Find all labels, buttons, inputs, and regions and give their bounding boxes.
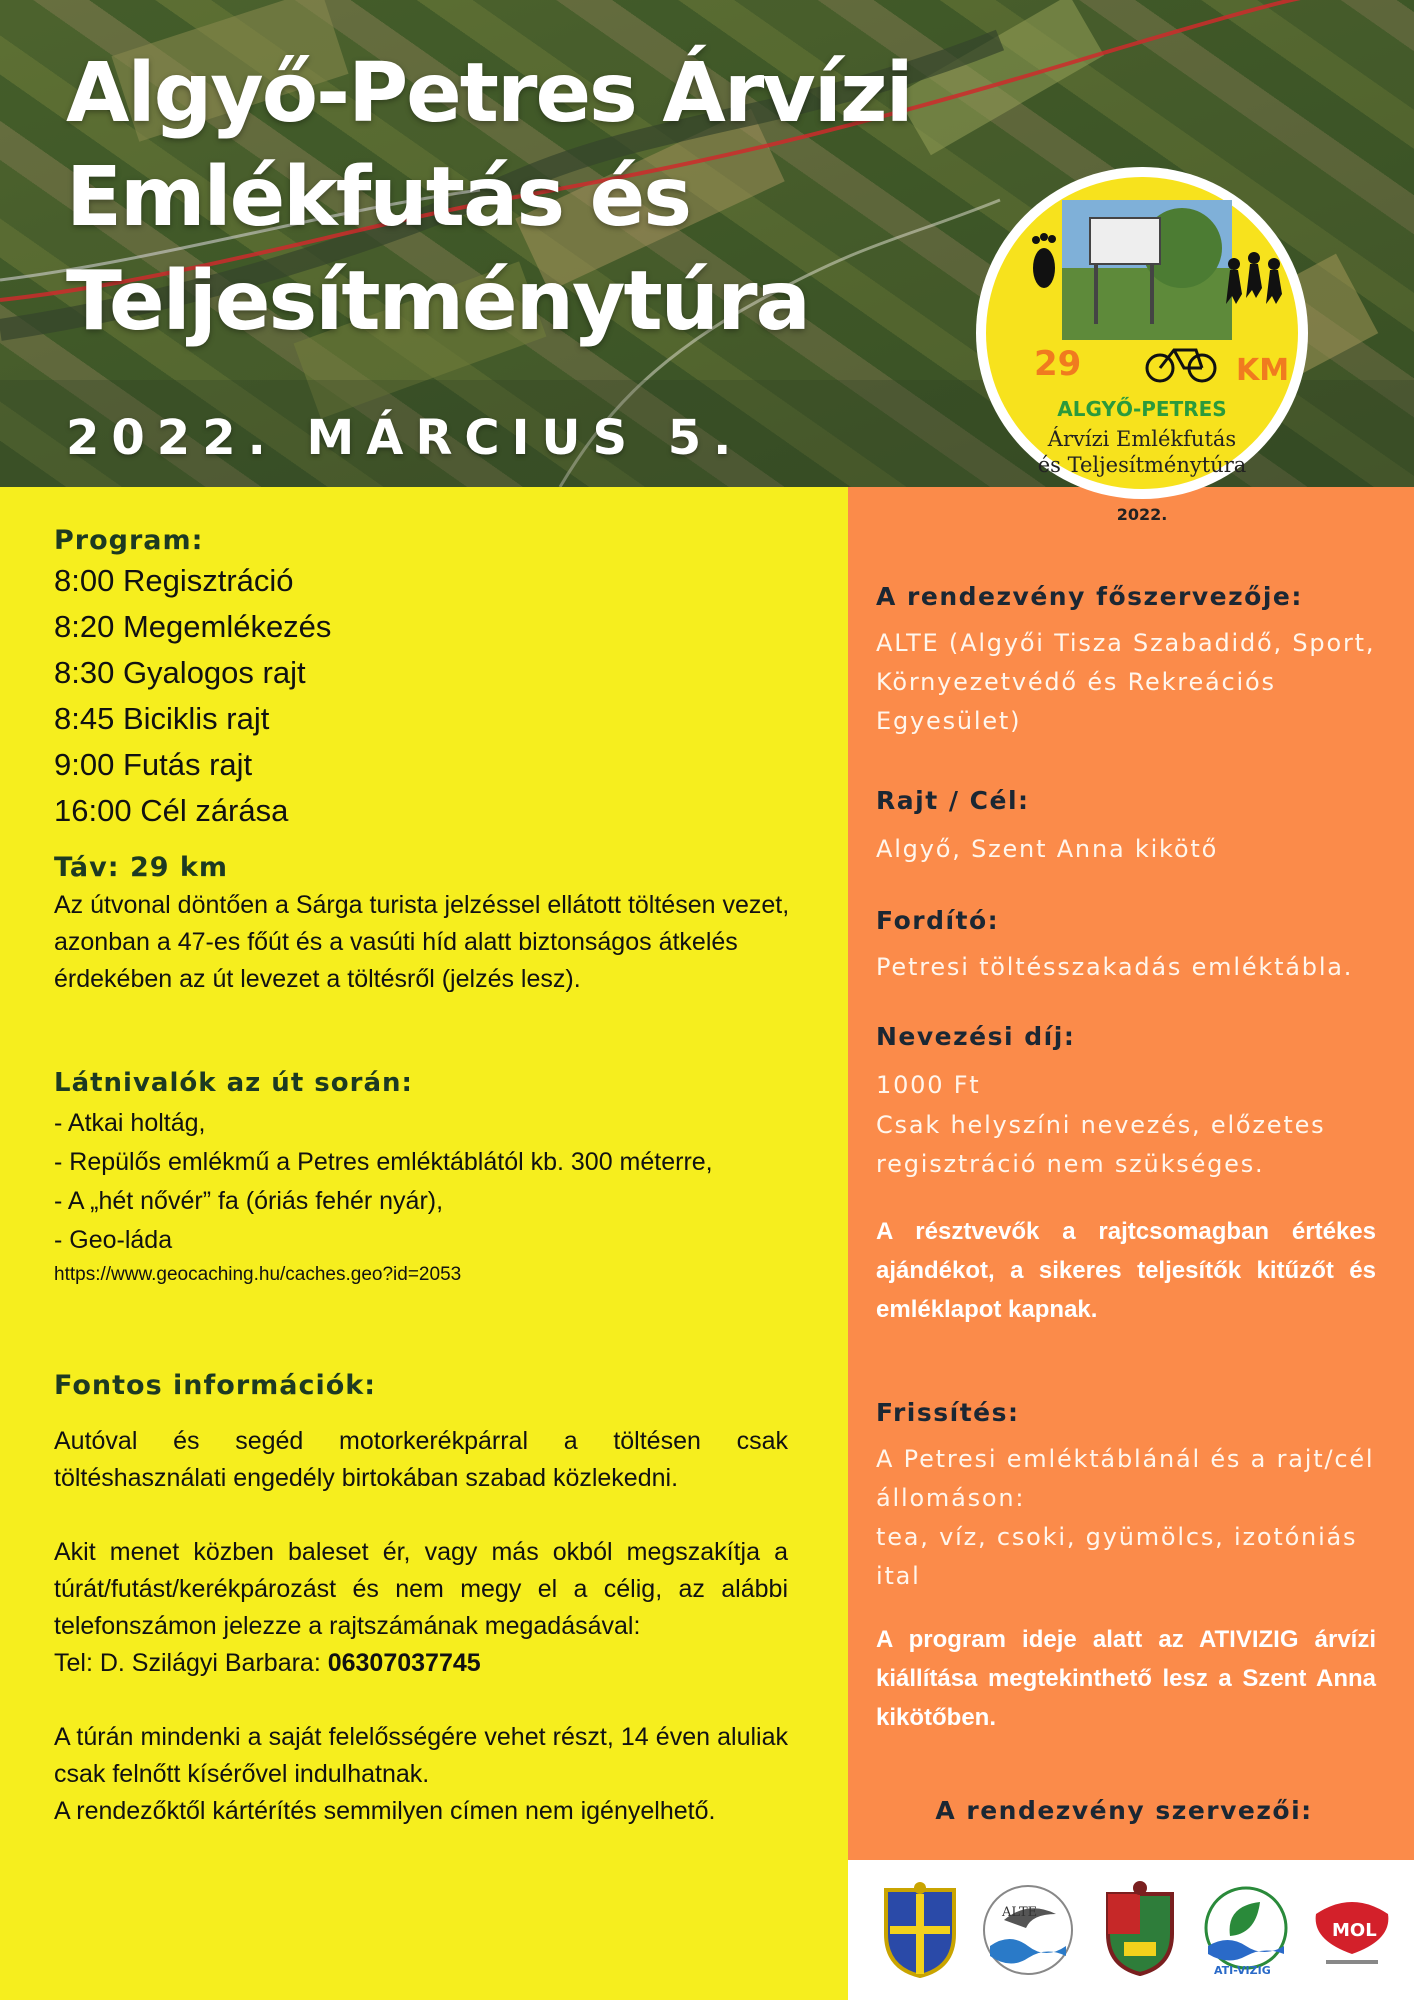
program-list <box>54 558 796 834</box>
turnaround-heading: Fordító: <box>876 906 1000 935</box>
refreshment-heading: Frissítés: <box>876 1398 1020 1427</box>
geocache-link[interactable]: https://www.geocaching.hu/caches.geo?id=2053 <box>54 1264 462 1285</box>
organizers-heading: A rendezvény szervezői: <box>935 1796 1313 1825</box>
fee-heading: Nevezési díj: <box>876 1022 1076 1051</box>
program-heading: Program: <box>54 525 204 556</box>
start-finish-heading: Rajt / Cél: <box>876 786 1030 815</box>
alte-logo-text: ALTE <box>1002 1905 1038 1920</box>
petres-coat-of-arms-logo <box>1100 1880 1180 1980</box>
title-line-3: Teljesítménytúra <box>66 254 809 349</box>
event-badge <box>972 118 1312 558</box>
organizer-text: ALTE (Algyői Tisza Szabadidő, Sport, Környezetvédő és Rekreációs Egyesület) <box>876 629 1376 735</box>
sights-item: - A „hét nővér” fa (óriás fehér nyár), <box>54 1187 444 1215</box>
program-item: 9:00 Futás rajt <box>54 747 253 782</box>
info-paragraph-4: A rendezőktől kártérítés semmilyen címen nem igényelhető. <box>54 1797 716 1825</box>
ati-vizig-logo-text: ATI-VIZIG <box>1214 1964 1271 1977</box>
left-info-column <box>54 525 796 1830</box>
sights-heading: Látnivalók az út során: <box>54 1068 413 1098</box>
refreshment-location: A Petresi emléktáblánál és a rajt/cél állomáson: <box>876 1445 1375 1512</box>
info-paragraph-3: A túrán mindenki a saját felelősségére vehet részt, 14 éven aluliak csak felnőtt kísérővel indulhatnak. <box>54 1723 788 1788</box>
turnaround-text: Petresi töltésszakadás emléktábla. <box>876 953 1354 981</box>
start-finish-text: Algyő, Szent Anna kikötő <box>876 835 1219 863</box>
mol-logo <box>1306 1880 1398 1980</box>
program-item: 8:20 Megemlékezés <box>54 609 332 644</box>
badge-distance-number: 29 <box>1034 344 1082 384</box>
event-title <box>66 42 912 354</box>
distance-heading: Táv: 29 km <box>54 852 229 883</box>
program-item: 16:00 Cél zárása <box>54 793 289 828</box>
program-item: 8:30 Gyalogos rajt <box>54 655 306 690</box>
gift-text: A résztvevők a rajtcsomagban értékes ajándékot, a sikeres teljesítők kitűzőt és emléklapot kapnak. <box>876 1218 1376 1323</box>
badge-distance-unit: KM <box>1236 353 1290 388</box>
fee-note: Csak helyszíni nevezés, előzetes regisztráció nem szükséges. <box>876 1111 1326 1178</box>
sights-item: - Geo-láda <box>54 1226 173 1254</box>
info-paragraph-1: Autóval és segéd motorkerékpárral a töltésen csak töltéshasználati engedély birtokában szabad közlekedni. <box>54 1427 788 1492</box>
algyo-coat-of-arms-logo <box>876 1880 964 1980</box>
program-item: 8:45 Biciklis rajt <box>54 701 270 736</box>
contact-line <box>54 1645 796 1682</box>
sights-list <box>54 1104 796 1260</box>
info-paragraph-2: Akit menet közben baleset ér, vagy más okból megszakítja a túrát/futást/kerékpározást és nem megy el a célig, az alábbi telefonszámon jelezze a rajtszámának megadásával: <box>54 1538 788 1640</box>
program-item: 8:00 Regisztráció <box>54 563 294 598</box>
exhibit-text: A program ideje alatt az ATIVIZIG árvízi kiállítása megtekinthető lesz a Szent Anna kikötőben. <box>876 1626 1376 1731</box>
title-line-2: Emlékfutás és <box>66 150 691 245</box>
info-heading: Fontos információk: <box>54 1370 377 1401</box>
alte-logo <box>980 1880 1076 1980</box>
title-line-1: Algyő-Petres Árvízi <box>66 46 912 141</box>
fee-amount: 1000 Ft <box>876 1071 981 1099</box>
badge-photo <box>1062 200 1232 340</box>
ati-vizig-logo <box>1200 1880 1292 1980</box>
sights-item: - Repülős emlékmű a Petres emléktáblától kb. 300 méterre, <box>54 1148 713 1176</box>
contact-label: Tel: D. Szilágyi Barbara: <box>54 1649 328 1677</box>
organizer-heading: A rendezvény főszervezője: <box>876 582 1303 611</box>
phone-number[interactable]: 06307037745 <box>327 1649 481 1677</box>
event-date: 2022. MÁRCIUS 5. <box>66 410 744 466</box>
badge-year: 2022. <box>1116 505 1168 524</box>
mol-logo-text: MOL <box>1332 1920 1377 1941</box>
badge-line-2: és Teljesítménytúra <box>1037 453 1247 477</box>
sights-item: - Atkai holtág, <box>54 1109 206 1137</box>
badge-line-1: Árvízi Emlékfutás <box>1047 427 1237 451</box>
badge-place: ALGYŐ-PETRES <box>1057 397 1227 421</box>
refreshment-items: tea, víz, csoki, gyümölcs, izotóniás ital <box>876 1523 1358 1590</box>
distance-text: Az útvonal döntően a Sárga turista jelzéssel ellátott töltésen vezet, azonban a 47-es főút és a vasúti híd alatt biztonságos átkelés érdekében az út levezet a töltésről (jelzés lesz). <box>54 891 790 993</box>
